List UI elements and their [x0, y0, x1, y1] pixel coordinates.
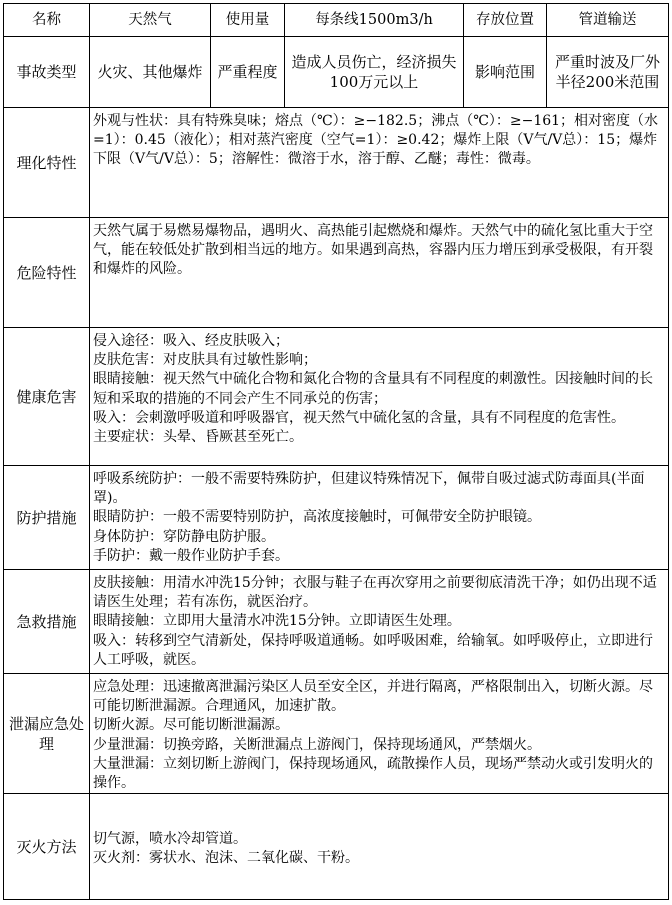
storage-label: 存放位置: [464, 4, 547, 37]
section-line: 主要症状：头晕、昏厥甚至死亡。: [93, 429, 303, 446]
section-label: 危险特性: [4, 218, 90, 328]
section-line: 少量泄漏：切换旁路，关断泄漏点上游阀门，保持现场通风，严禁烟火。: [93, 736, 541, 753]
section-line: 切气源，喷水冷却管道。: [93, 830, 247, 847]
severity-value: 造成人员伤亡，经济损失100万元以上: [285, 37, 464, 108]
section-label: 理化特性: [4, 108, 90, 218]
range-label: 影响范围: [464, 37, 547, 108]
section-line: 皮肤接触：用清水冲洗15分钟；衣服与鞋子在再次穿用之前要彻底清洗干净；如仍出现不适请医生处理；若有冻伤，就医治疗。: [93, 575, 657, 611]
range-value: 严重时波及厂外半径200米范围: [547, 37, 669, 108]
safety-data-sheet: [3, 3, 668, 899]
section-label: 防护措施: [4, 466, 90, 570]
section-line: 皮肤危害：对皮肤具有过敏性影响；: [93, 352, 317, 369]
section-row-health: [4, 328, 669, 466]
name-value: 天然气: [90, 4, 211, 37]
header-row: [4, 4, 669, 37]
section-line: 眼睛接触：立即用大量清水冲洗15分钟。立即请医生处理。: [93, 613, 461, 630]
section-line: 应急处理：迅速撤离泄漏污染区人员至安全区，并进行隔离，严格限制出入，切断火源。尽可能切断泄漏源。合理通风，加速扩散。: [93, 679, 653, 715]
section-line: 吸入：转移到空气清新处，保持呼吸道通畅。如呼吸困难，给输氧。如呼吸停止，立即进行人工呼吸，就医。: [93, 632, 653, 668]
storage-value: 管道输送: [547, 4, 669, 37]
section-body: [90, 794, 669, 900]
section-line: 呼吸系统防护：一般不需要特殊防护，但建议特殊情况下，佩带自吸过滤式防毒面具(半面罩)。: [93, 471, 645, 507]
section-body: [90, 328, 669, 466]
section-line: 大量泄漏：立刻切断上游阀门，保持现场通风，疏散操作人员，现场严禁动火或引发明火的操作。: [93, 755, 653, 792]
section-line: 侵入途径：吸入、经皮肤吸入；: [93, 333, 289, 349]
section-label: 急救措施: [4, 570, 90, 674]
section-line: 吸入：会刺激呼吸道和呼吸器官，视天然气中硫化氢的含量，具有不同程度的危害性。: [93, 409, 625, 426]
section-body: [90, 466, 669, 570]
section-line: 天然气属于易燃易爆物品，遇明火、高热能引起燃烧和爆炸。天然气中的硫化氢比重大于空气，能在较低处扩散到相当远的地方。如果遇到高热，容器内压力增压到承受极限，有开裂和爆炸的风险。: [93, 223, 653, 278]
name-label: 名称: [4, 4, 90, 37]
section-line: 眼睛接触：视天然气中硫化合物和氮化合物的含量具有不同程度的刺激性。因接触时间的长短和采取的措施的不同会产生不同承兑的伤害；: [93, 371, 653, 407]
section-label: 泄漏应急处理: [4, 674, 90, 794]
section-line: 身体防护：穿防静电防护服。: [93, 528, 275, 545]
section-row-hazards: [4, 218, 669, 328]
section-label: 灭火方法: [4, 794, 90, 900]
section-line: 切断火源。尽可能切断泄漏源。: [93, 717, 289, 734]
section-line: 手防护：戴一般作业防护手套。: [93, 547, 289, 564]
section-line: 灭火剂：雾状水、泡沫、二氧化碳、干粉。: [93, 849, 359, 866]
usage-value: 每条线1500m3/h: [285, 4, 464, 37]
accident-value: 火灾、其他爆炸: [90, 37, 211, 108]
section-row-properties: [4, 108, 669, 218]
section-row-fire-fighting: [4, 794, 669, 900]
natural-gas-safety-table: [3, 3, 669, 900]
accident-label: 事故类型: [4, 37, 90, 108]
section-row-first-aid: [4, 570, 669, 674]
section-row-leak-response: [4, 674, 669, 794]
section-body: [90, 674, 669, 794]
severity-label: 严重程度: [211, 37, 285, 108]
section-line: 眼睛防护：一般不需要特别防护，高浓度接触时，可佩带安全防护眼镜。: [93, 509, 541, 526]
summary-row: [4, 37, 669, 108]
section-body: [90, 218, 669, 328]
section-label: 健康危害: [4, 328, 90, 466]
section-body: [90, 108, 669, 218]
section-body: [90, 570, 669, 674]
section-row-protection: [4, 466, 669, 570]
usage-label: 使用量: [211, 4, 285, 37]
section-line: 外观与性状：具有特殊臭味；熔点（℃）：≥−182.5；沸点（℃）：≥−161；相对密度（水 =1）：0.45（液化）；相对蒸汽密度（空气=1）：≥0.42；爆炸上限（V气/V总）：15；爆炸下限（V气/V总）：5；溶解性：微溶于水，溶于醇、乙醚；毒性：微毒。: [93, 113, 659, 168]
